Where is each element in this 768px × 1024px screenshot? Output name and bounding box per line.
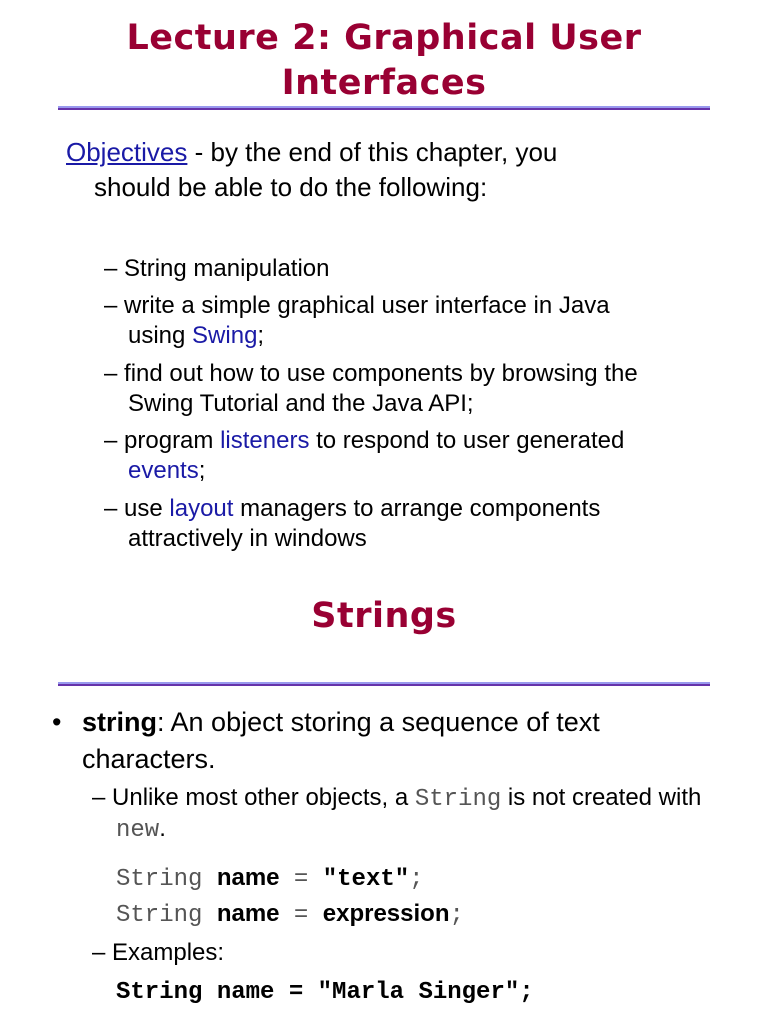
lecture-title-line1: Lecture 2: Graphical User bbox=[126, 18, 642, 58]
strings-divider bbox=[58, 682, 710, 686]
string-definition-line2: characters. bbox=[82, 744, 216, 774]
objective-item-cont: using Swing; bbox=[128, 322, 265, 349]
objective-item: – use layout managers to arrange components bbox=[104, 495, 601, 522]
code-declaration-literal: String name = "text"; bbox=[116, 864, 424, 893]
objectives-text: - by the end of this chapter, you bbox=[187, 137, 558, 167]
lecture-title-line2: Interfaces bbox=[281, 63, 487, 103]
definition-term: string bbox=[82, 707, 158, 737]
bullet-icon: • bbox=[52, 707, 62, 737]
code-string: String bbox=[414, 786, 502, 813]
sub-point-examples: – Examples: bbox=[92, 939, 225, 966]
title-divider bbox=[58, 106, 710, 110]
sub-point-new-line2: new. bbox=[116, 815, 166, 844]
code-new: new bbox=[116, 817, 160, 844]
objectives-link[interactable]: Objectives bbox=[66, 137, 188, 167]
sub-point-new: – Unlike most other objects, a String is not created with bbox=[92, 784, 702, 813]
objective-item: – find out how to use components by browsing the bbox=[104, 360, 638, 387]
strings-title: Strings bbox=[311, 596, 457, 636]
objective-item-cont: attractively in windows bbox=[128, 525, 367, 552]
objective-item-cont: Swing Tutorial and the Java API; bbox=[128, 390, 474, 417]
swing-link[interactable]: Swing bbox=[192, 322, 258, 349]
objective-item-cont: events; bbox=[128, 457, 206, 484]
objective-item: – write a simple graphical user interface in Java bbox=[104, 292, 610, 319]
code-example: String name = "Marla Singer"; bbox=[116, 979, 534, 1006]
events-link[interactable]: events bbox=[128, 457, 199, 484]
code-declaration-expression: String name = expression; bbox=[116, 900, 464, 929]
string-definition: string: An object storing a sequence of text bbox=[82, 707, 600, 737]
listeners-link[interactable]: listeners bbox=[220, 427, 310, 454]
objective-item: – String manipulation bbox=[104, 255, 330, 282]
layout-link[interactable]: layout bbox=[169, 495, 234, 522]
objectives-line2: should be able to do the following: bbox=[94, 172, 488, 202]
objective-item: – program listeners to respond to user generated bbox=[104, 427, 625, 454]
objectives-line bbox=[66, 137, 557, 168]
